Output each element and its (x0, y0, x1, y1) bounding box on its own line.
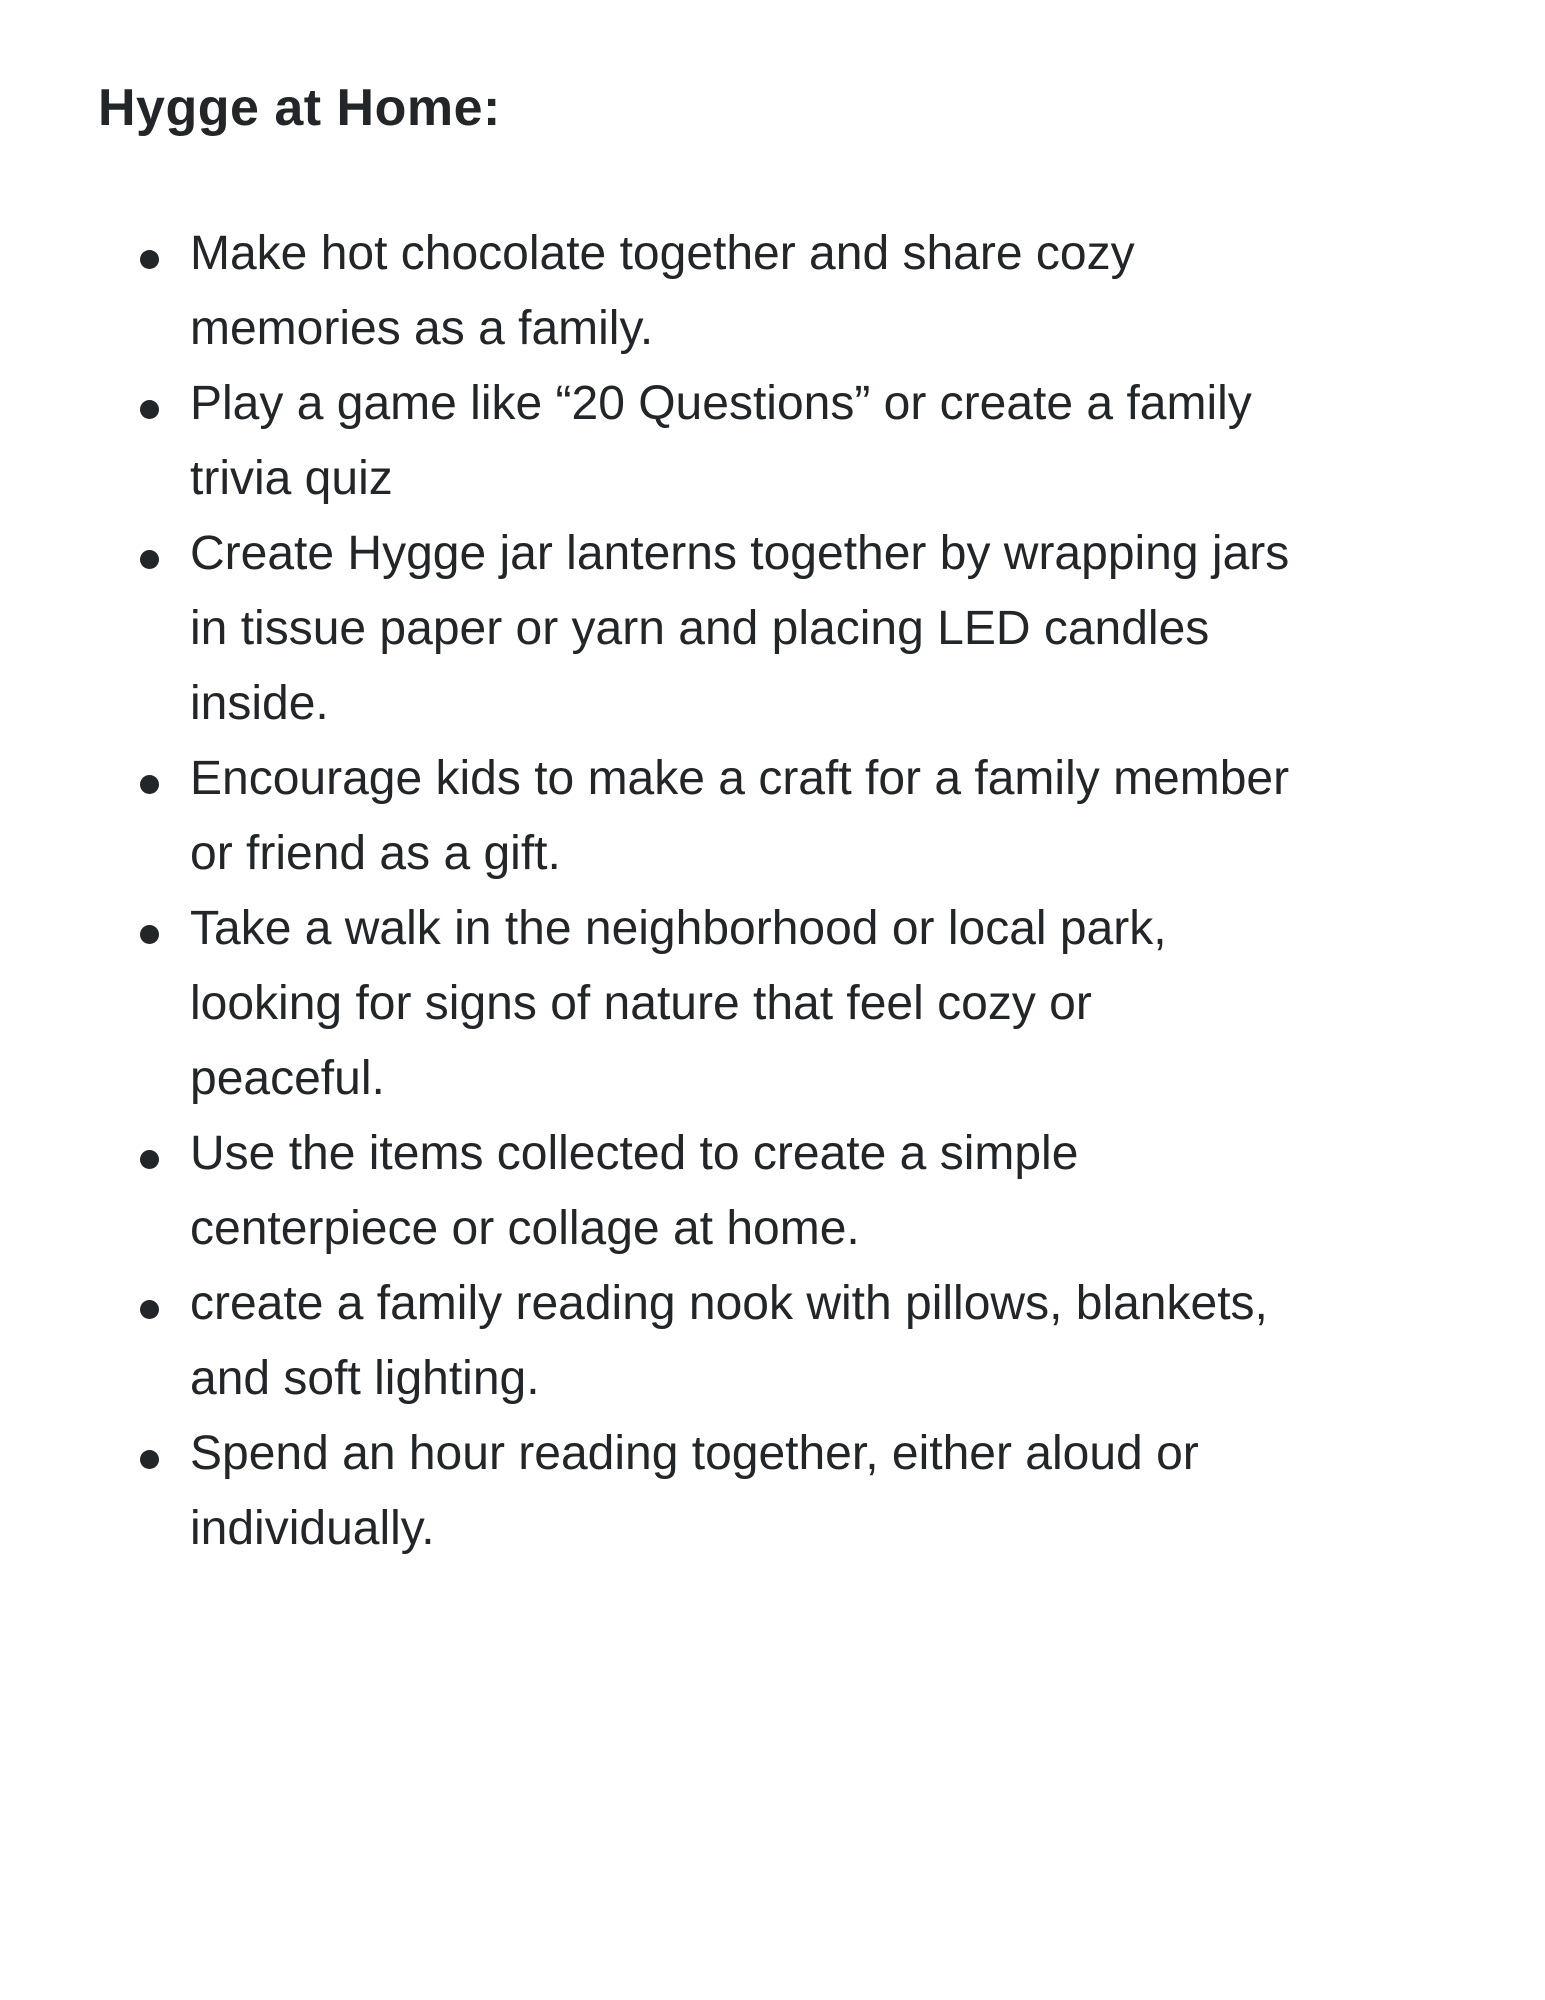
bullet-icon (140, 925, 159, 944)
list-item-line: peaceful. (190, 1052, 385, 1105)
bullet-icon (140, 250, 159, 269)
list-item-jar-lanterns (98, 516, 1338, 741)
list-item-line: in tissue paper or yarn and placing LED candles (190, 602, 1210, 655)
list-item-line: create a family reading nook with pillows, blankets, (190, 1277, 1268, 1330)
bullet-icon (140, 400, 159, 419)
bullet-icon (140, 775, 159, 794)
list-item-line: memories as a family. (190, 302, 654, 355)
list-item-line: Spend an hour reading together, either aloud or (190, 1427, 1199, 1480)
list-item-line: trivia quiz (190, 452, 393, 505)
list-item-game (98, 366, 1338, 516)
list-item-line: Take a walk in the neighborhood or local park, (190, 902, 1167, 955)
bullet-icon (140, 550, 159, 569)
list-item-line: Encourage kids to make a craft for a family member (190, 752, 1290, 805)
bullet-icon (140, 1300, 159, 1319)
list-item-line: or friend as a gift. (190, 827, 561, 880)
list-item-line: Play a game like “20 Questions” or create a family (190, 377, 1252, 430)
list-item-line: Make hot chocolate together and share cozy (190, 227, 1135, 280)
bullet-icon (140, 1150, 159, 1169)
list-item-line: Use the items collected to create a simple (190, 1127, 1079, 1180)
hygge-activity-list (98, 216, 1338, 1566)
bullet-icon (140, 1450, 159, 1469)
list-item-line: inside. (190, 677, 329, 730)
list-item-line: looking for signs of nature that feel cozy or (190, 977, 1092, 1030)
list-item-reading-nook (98, 1266, 1338, 1416)
list-item-line: and soft lighting. (190, 1352, 540, 1405)
page-title: Hygge at Home: (98, 79, 501, 137)
list-item-walk (98, 891, 1338, 1116)
list-item-line: Create Hygge jar lanterns together by wrapping jars (190, 527, 1290, 580)
list-item-line: individually. (190, 1502, 435, 1555)
list-item-craft-gift (98, 741, 1338, 891)
list-item-line: centerpiece or collage at home. (190, 1202, 860, 1255)
list-item-reading-hour (98, 1416, 1338, 1566)
list-item-centerpiece (98, 1116, 1338, 1266)
list-item-hot-chocolate (98, 216, 1338, 366)
